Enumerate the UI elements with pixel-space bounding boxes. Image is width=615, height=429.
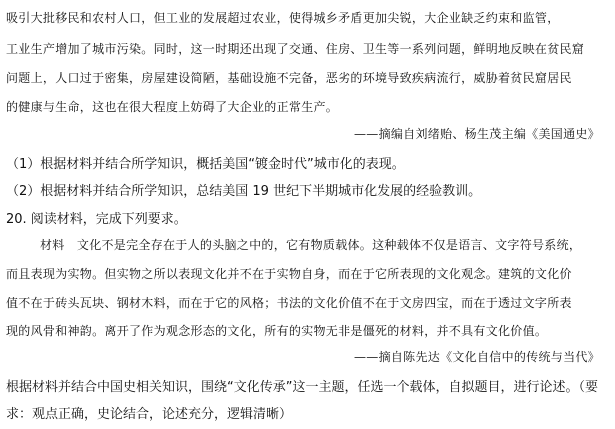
material-line-2: 而且表现为实物。但实物之所以表现文化并不在于实物自身，而在于它所表现的文化观念。建筑的文化价 xyxy=(6,267,572,281)
material-line-1: 材料 文化不是完全存在于人的头脑之中的，它有物质载体。这种载体不仅是语言、文字符号系统， xyxy=(40,238,582,252)
passage-source: ——摘编自刘绪贻、杨生茂主编《美国通史》 xyxy=(353,127,600,141)
question-20-prompt-line-1: 根据材料并结合中国史相关知识，围绕“文化传承”这一主题，任选一个载体，自拟题目，进行论述。（要 xyxy=(6,380,598,395)
material-line-3: 值不在于砖头瓦块、钢材木料，而在于它的风格；书法的文化价值不在于文房四宝，而在于透过文字所表 xyxy=(6,296,572,310)
question-20-prompt-line-2: 求：观点正确，史论结合，论述充分，逻辑清晰） xyxy=(6,407,293,422)
passage-line-2: 工业生产增加了城市污染。同时，这一时期还出现了交通、住房、卫生等一系列问题，鲜明地反映在贫民窟 xyxy=(6,42,585,56)
passage-line-3: 问题上，人口过于密集，房屋建设简陋，基础设施不完备，恶劣的环境导致疾病流行，威胁着贫民窟居民 xyxy=(6,71,572,85)
material-source: ——摘自陈先达《文化自信中的传统与当代》 xyxy=(353,350,600,364)
question-19-part-2: （2）根据材料并结合所学知识，总结美国 19 世纪下半期城市化发展的经验教训。 xyxy=(6,184,482,199)
passage-line-4: 的健康与生命，这也在很大程度上妨碍了大企业的正常生产。 xyxy=(6,100,339,114)
material-line-4: 现的风骨和神韵。离开了作为观念形态的文化，所有的实物无非是僵死的材料，并不具有文化价值。 xyxy=(6,324,548,338)
question-20-heading: 20. 阅读材料，完成下列要求。 xyxy=(6,212,187,227)
passage-line-1: 吸引大批移民和农村人口，但工业的发展超过农业，使得城乡矛盾更加尖锐，大企业缺乏约束和监管， xyxy=(6,11,560,25)
question-19-part-1: （1）根据材料并结合所学知识，概括美国“镀金时代”城市化的表现。 xyxy=(6,157,405,172)
